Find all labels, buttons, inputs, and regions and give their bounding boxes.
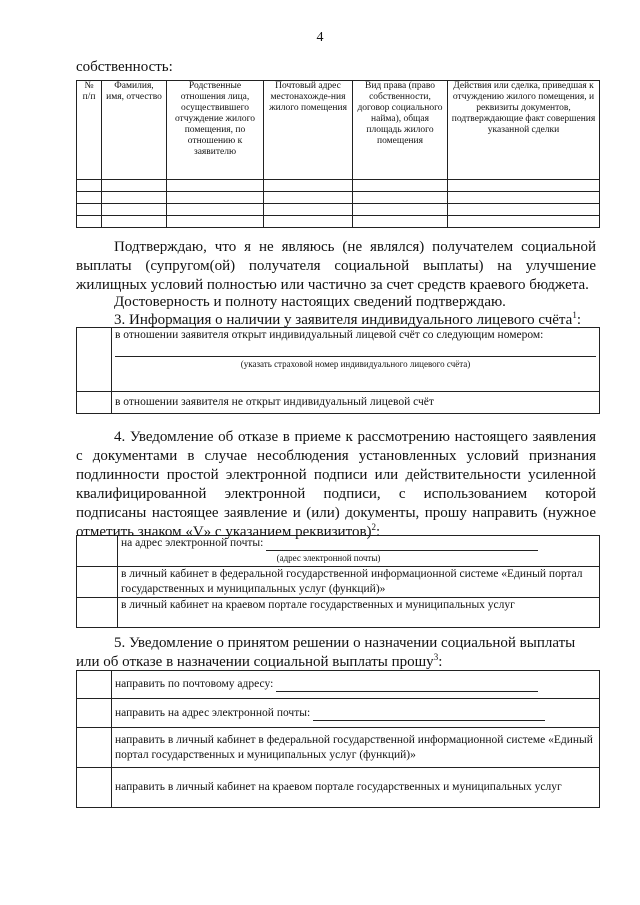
postal-address-field[interactable] bbox=[276, 681, 538, 692]
table-row bbox=[77, 768, 600, 808]
decision-notify-table bbox=[76, 670, 600, 808]
footnote-marker: 1 bbox=[572, 310, 577, 320]
reliability-paragraph: Достоверность и полноту настоящих сведений подтверждаю. bbox=[114, 294, 506, 310]
footnote-marker: 3 bbox=[433, 652, 439, 662]
section4-text: 4. Уведомление об отказе в приеме к рассмотрению настоящего заявления с документами в случае несоблюдения установленных условий признания подлинности простой электронной подписи или действительности усиленной квалифицированной электронной подписи, с использованием которой подписаны настоящее заявление и (или) документы, прошу направить (нужное отметить знаком «V» с указанием реквизитов) bbox=[76, 429, 596, 540]
section5-text: 5. Уведомление о принятом решении о назначении социальной выплаты или об отказе в назначении социальной выплаты прошу bbox=[76, 635, 576, 670]
col-action-header: Действия или сделка, приведшая к отчуждению жилого помещения, и реквизиты документов, подтверждающие факт совершения указанной сделки bbox=[448, 81, 600, 180]
table-row bbox=[77, 671, 600, 699]
col-address-header: Почтовый адрес местонахожде-ния жилого помещения bbox=[264, 81, 353, 180]
col-relation-header: Родственные отношения лица, осуществившего отчуждение жилого помещения, по отношению к заявителю bbox=[167, 81, 264, 180]
table-row bbox=[77, 192, 600, 204]
account-number-hint: (указать страховой номер индивидуального лицевого счёта) bbox=[240, 359, 471, 369]
decision-federal-label: направить в личный кабинет в федеральной государственной информационной системе «Единый портал государственных и муниципальных услуг (функций)» bbox=[112, 728, 600, 768]
account-table bbox=[76, 327, 600, 414]
decision-email-field[interactable] bbox=[313, 710, 545, 721]
col-number-header: № п/п bbox=[77, 81, 102, 180]
table-row bbox=[77, 598, 600, 628]
account-open-checkbox[interactable] bbox=[77, 328, 112, 392]
table-row bbox=[77, 392, 600, 414]
table-row bbox=[77, 536, 600, 567]
property-table bbox=[76, 80, 600, 228]
section3-title-text: 3. Информация о наличии у заявителя индивидуального лицевого счёта bbox=[114, 312, 573, 328]
section4-paragraph: 4. Уведомление об отказе в приеме к рассмотрению настоящего заявления с документами в случае несоблюдения установленных условий признания подлинности простой электронной подписи или действительности усиленной квалифицированной электронной подписи, с использованием которой подписаны настоящее заявление и (или) документы, прошу направить (нужное отметить знаком «V» с указанием реквизитов)$^2$: bbox=[76, 429, 596, 540]
decision-regional-label: направить в личный кабинет на краевом портале государственных и муниципальных услуг bbox=[112, 768, 600, 808]
page-number: 4 bbox=[316, 30, 324, 45]
federal-portal-checkbox[interactable] bbox=[77, 567, 118, 598]
table-row bbox=[77, 180, 600, 192]
section5-paragraph: 5. Уведомление о принятом решении о назначении социальной выплаты или об отказе в назначении социальной выплаты прошу$^3$: bbox=[76, 635, 576, 670]
table-row bbox=[77, 567, 600, 598]
decision-regional-checkbox[interactable] bbox=[77, 768, 112, 808]
table-row bbox=[77, 204, 600, 216]
property-table-header-row bbox=[77, 81, 600, 180]
section3-title: 3. Информация о наличии у заявителя индивидуального лицевого счёта$^1$: bbox=[114, 310, 581, 328]
footnote-marker: 2 bbox=[371, 522, 377, 532]
decision-email-cell bbox=[112, 699, 600, 728]
regional-portal-label: в личный кабинет на краевом портале государственных и муниципальных услуг bbox=[118, 598, 600, 628]
postal-checkbox[interactable] bbox=[77, 671, 112, 699]
account-not-open-label: в отношении заявителя не открыт индивидуальный лицевой счёт bbox=[112, 392, 600, 414]
email-field[interactable] bbox=[266, 538, 538, 551]
federal-portal-label: в личный кабинет в федеральной государственной информационной системе «Единый портал государственных и муниципальных услуг (функций)» bbox=[118, 567, 600, 598]
postal-cell bbox=[112, 671, 600, 699]
confirm-paragraph: Подтверждаю, что я не являюсь (не являлся) получателем социальной выплаты (супругом(ой) получателя социальной выплаты) на улучшение жилищных условий полностью или частично за счет средств краевого бюджета. bbox=[76, 239, 596, 293]
table-row bbox=[77, 216, 600, 228]
account-open-label: в отношении заявителя открыт индивидуальный лицевой счёт со следующим номером: bbox=[115, 329, 544, 341]
table-row bbox=[77, 328, 600, 392]
intro-word: собственность: bbox=[76, 59, 173, 75]
decision-email-label: направить на адрес электронной почты: bbox=[115, 706, 311, 719]
table-row bbox=[77, 728, 600, 768]
refusal-notify-table bbox=[76, 535, 600, 628]
postal-label: направить по почтовому адресу: bbox=[115, 678, 274, 690]
account-open-cell bbox=[112, 328, 600, 392]
col-name-header: Фамилия, имя, отчество bbox=[102, 81, 167, 180]
decision-email-checkbox[interactable] bbox=[77, 699, 112, 728]
email-label: на адрес электронной почты: bbox=[121, 537, 264, 549]
account-not-open-checkbox[interactable] bbox=[77, 392, 112, 414]
table-row bbox=[77, 699, 600, 728]
email-cell bbox=[118, 536, 600, 567]
decision-federal-checkbox[interactable] bbox=[77, 728, 112, 768]
regional-portal-checkbox[interactable] bbox=[77, 598, 118, 628]
col-right-header: Вид права (право собственности, договор социального найма), общая площадь жилого помещения bbox=[353, 81, 448, 180]
email-hint: (адрес электронной почты) bbox=[276, 553, 381, 563]
